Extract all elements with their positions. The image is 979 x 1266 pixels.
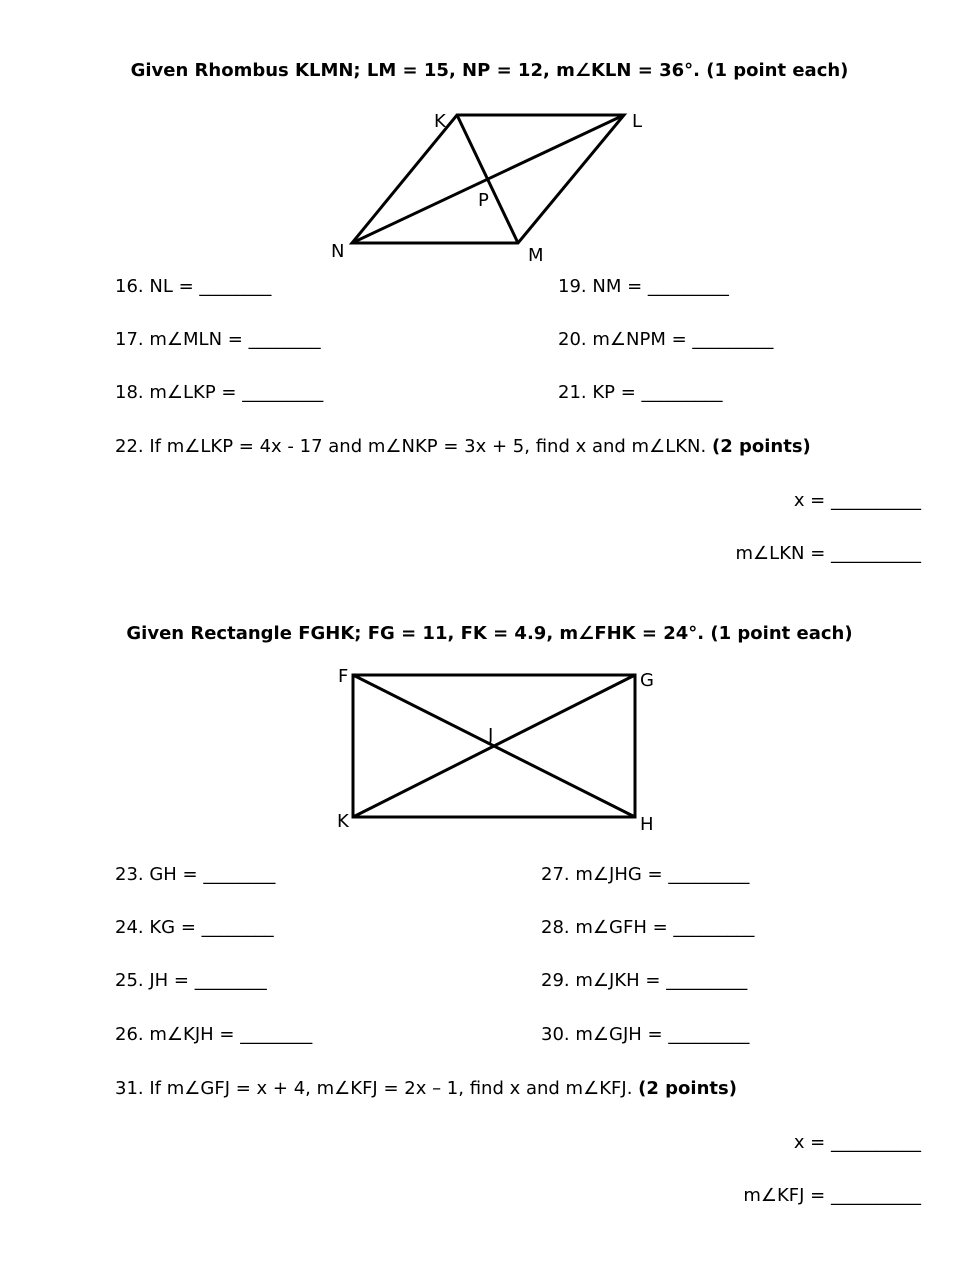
question-17: 17. m∠MLN = ________ <box>115 329 321 350</box>
question-16: 16. NL = ________ <box>115 276 272 297</box>
question-31-points: (2 points) <box>638 1078 737 1099</box>
question-22-points: (2 points) <box>711 436 811 457</box>
vertex-label-p: P <box>478 190 489 211</box>
answer-22-angle: m∠LKN = __________ <box>735 543 921 564</box>
answer-22-x: x = __________ <box>793 490 921 511</box>
question-20: 20. m∠NPM = _________ <box>558 329 774 350</box>
question-31 <box>115 1078 737 1099</box>
question-28: 28. m∠GFH = _________ <box>541 917 755 938</box>
vertex-label-f: F <box>338 666 349 687</box>
vertex-label-m: M <box>528 245 544 266</box>
vertex-label-h: H <box>640 814 654 835</box>
vertex-label-k: K <box>434 111 446 132</box>
question-27: 27. m∠JHG = _________ <box>541 864 750 885</box>
question-25: 25. JH = ________ <box>115 970 267 991</box>
question-18: 18. m∠LKP = _________ <box>115 382 324 403</box>
question-30: 30. m∠GJH = _________ <box>541 1024 750 1045</box>
question-19: 19. NM = _________ <box>558 276 729 297</box>
vertex-label-j: J <box>488 725 494 746</box>
rhombus-diagonal-nl <box>352 115 624 243</box>
question-31-text: 31. If m∠GFJ = x + 4, m∠KFJ = 2x – 1, find x and m∠KFJ. <box>115 1078 639 1099</box>
vertex-label-n: N <box>331 241 345 262</box>
rectangle-heading: Given Rectangle FGHK; FG = 11, FK = 4.9, m∠FHK = 24°. (1 point each) <box>126 623 853 644</box>
vertex-label-g: G <box>640 670 654 691</box>
question-21: 21. KP = _________ <box>558 382 723 403</box>
answer-31-angle: m∠KFJ = __________ <box>743 1185 921 1206</box>
answer-31-x: x = __________ <box>793 1132 921 1153</box>
rhombus-diagram <box>352 115 624 243</box>
question-23: 23. GH = ________ <box>115 864 276 885</box>
rhombus-heading: Given Rhombus KLMN; LM = 15, NP = 12, m∠KLN = 36°. (1 point each) <box>130 60 849 81</box>
rectangle-diagram <box>353 675 635 817</box>
question-29: 29. m∠JKH = _________ <box>541 970 748 991</box>
question-22 <box>115 436 811 457</box>
question-22-text: 22. If m∠LKP = 4x - 17 and m∠NKP = 3x + 5, find x and m∠LKN. <box>115 436 712 457</box>
vertex-label-l: L <box>632 111 643 132</box>
question-24: 24. KG = ________ <box>115 917 274 938</box>
vertex-label-k2: K <box>337 811 349 832</box>
question-26: 26. m∠KJH = ________ <box>115 1024 313 1045</box>
